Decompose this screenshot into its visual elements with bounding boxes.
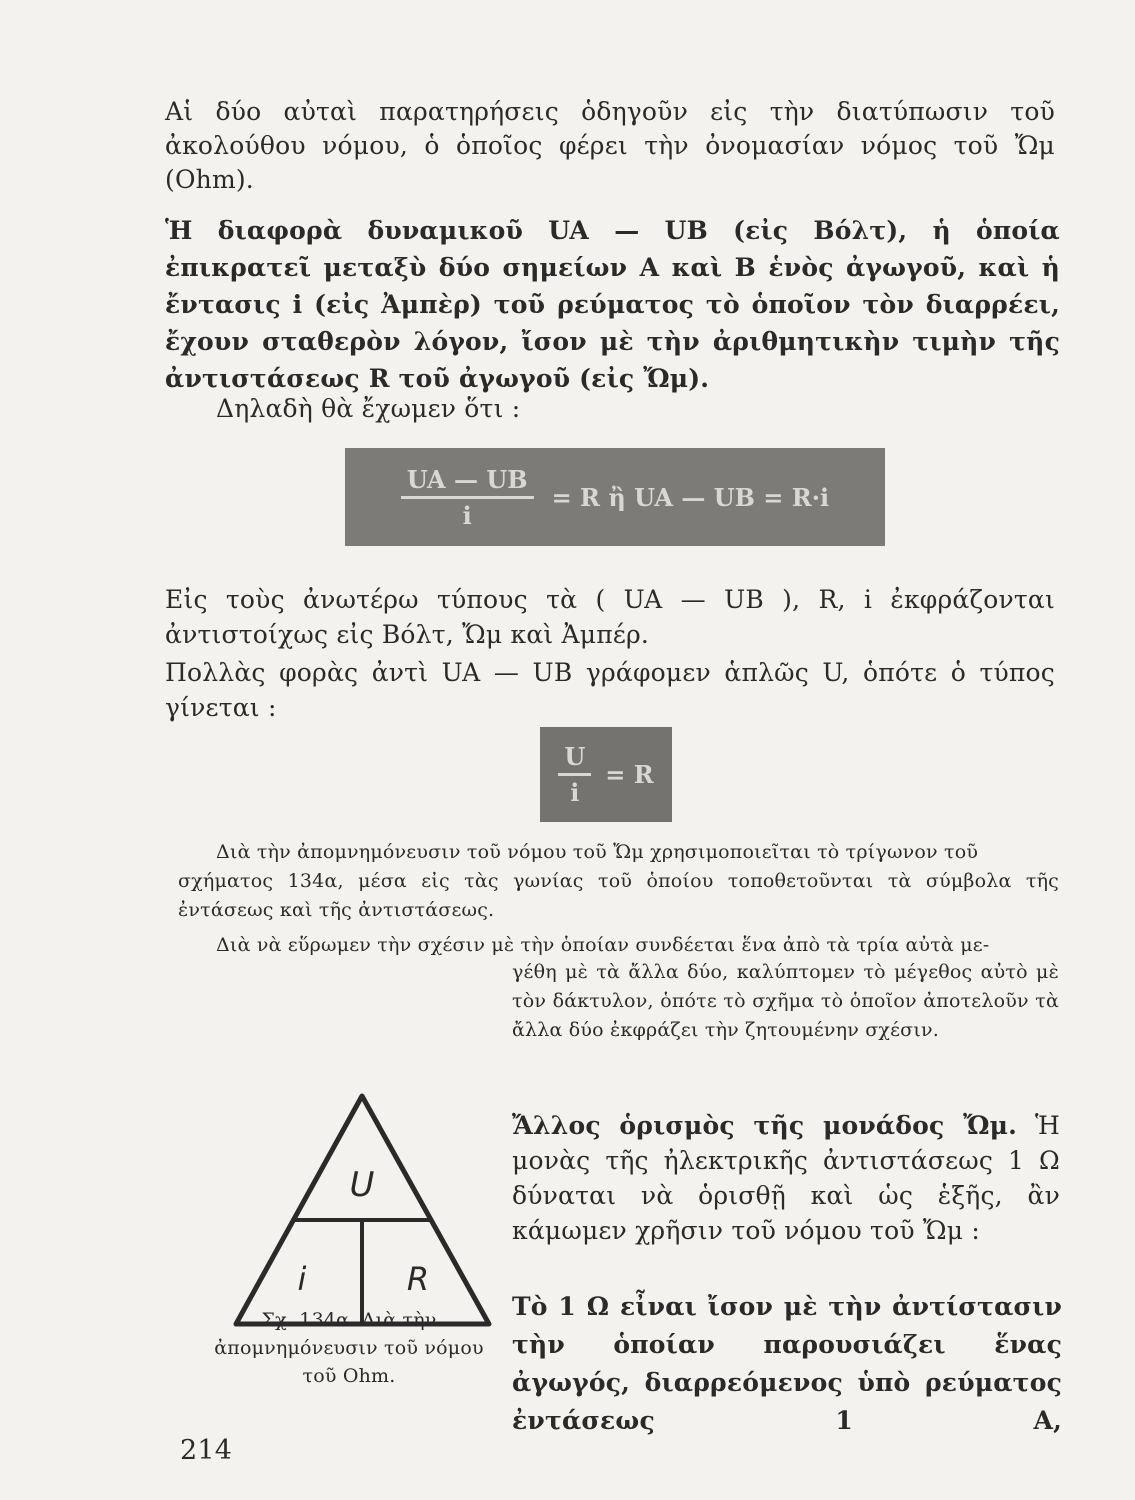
formula-numerator: UA — UB — [401, 465, 534, 499]
page-number: 214 — [180, 1435, 233, 1466]
simplified-paragraph: Πολλὰς φορὰς ἀντὶ UA — UB γράφομεν ἁπλῶς U, ὁπότε ὁ τύπος γίνεται : — [165, 658, 1055, 722]
figure-caption: Σχ. 134α. Διὰ τὴν ἀπομνημόνευσιν τοῦ νόμου τοῦ Ohm. — [214, 1309, 484, 1387]
delade-line: Δηλαδὴ θὰ ἔχωμεν ὅτι : — [216, 394, 521, 423]
formula-rest: = R ἢ UA — UB = R·i — [551, 482, 830, 512]
find-relation-line-1: Διὰ νὰ εὕρωμεν τὴν σχέσιν μὲ τὴν ὁποίαν συνδέεται ἕνα ἀπὸ τὰ τρία αὐτὰ με- — [216, 934, 990, 956]
triangle-u-label: U — [349, 1165, 375, 1205]
formula2-rest: = R — [605, 760, 654, 789]
mnemonic-line-2: σχήματος 134α, μέσα εἰς τὰς γωνίας τοῦ ὁποίου τοποθετοῦνται τὰ σύμβολα τῆς ἐντάσεως καὶ τῆς ἀντιστάσεως. — [178, 870, 1059, 921]
triangle-r-label: R — [406, 1260, 430, 1298]
alt-definition-heading: Ἄλλος ὁρισμὸς τῆς μονάδος Ὤμ. — [512, 1111, 1018, 1140]
simplified-formula-image — [540, 727, 672, 822]
alt-definition — [512, 1108, 1060, 1248]
formula2-fraction — [558, 742, 591, 807]
formula-denominator: i — [462, 500, 472, 530]
alt-definition-text: Ἡ μονὰς τῆς ἠλεκτρικῆς ἀντιστάσεως 1 Ω δύναται νὰ ὁρισθῇ καὶ ὡς ἑξῆς, ἂν κάμωμεν χρῆσιν τοῦ νόμου τοῦ Ὤμ : — [512, 1111, 1060, 1245]
formula2-denominator: i — [570, 778, 580, 807]
ohm-triangle-diagram — [230, 1090, 495, 1330]
formula-fraction — [401, 465, 534, 530]
formula2-numerator: U — [558, 742, 591, 776]
triangle-i-label: i — [297, 1260, 307, 1298]
find-relation-rest: γέθη μὲ τὰ ἄλλα δύο, καλύπτομεν τὸ μέγεθος αὐτὸ μὲ τὸν δάκτυλον, ὁπότε τὸ σχῆμα τὸ ὁποῖον ἀποτελοῦν τὰ ἄλλα δύο ἐκφράζει τὴν ζητουμένην σχέσιν. — [512, 961, 1059, 1041]
intro-paragraph: Αἱ δύο αὐταὶ παρατηρήσεις ὁδηγοῦν εἰς τὴν διατύπωσιν τοῦ ἀκολούθου νόμου, ὁ ὁποῖος φέρει τὴν ὀνομασίαν νόμος τοῦ Ὤμ (Ohm). — [165, 97, 1055, 194]
ohm-unit-definition: Τὸ 1 Ω εἶναι ἴσον μὲ τὴν ἀντίστασιν τὴν ὁποίαν παρουσιάζει ἕνας ἀγωγός, διαρρεόμενος ὑπὸ ρεύματος ἐντάσεως 1 Α, — [512, 1292, 1062, 1435]
ohm-law-statement: Ἡ διαφορὰ δυναμικοῦ UA — UB (εἰς Βόλτ), ἡ ὁποία ἐπικρατεῖ μεταξὺ δύο σημείων Α καὶ Β ἑνὸς ἀγωγοῦ, καὶ ἡ ἔντασις i (εἰς Ἀμπὲρ) τοῦ ρεύματος τὸ ὁποῖον τὸν διαρρέει, ἔχουν σταθερὸν λόγον, ἴσον μὲ τὴν ἀριθμητικὴν τιμὴν τῆς ἀντιστάσεως R τοῦ ἀγωγοῦ (εἰς Ὤμ). — [165, 216, 1060, 393]
ohm-formula-image — [345, 448, 885, 546]
mnemonic-line-1: Διὰ τὴν ἀπομνημόνευσιν τοῦ νόμου τοῦ Ὤμ χρησιμοποιεῖται τὸ τρίγωνον τοῦ — [216, 841, 979, 863]
units-paragraph: Εἰς τοὺς ἀνωτέρω τύπους τὰ ( UA — UB ), R, i ἐκφράζονται ἀντιστοίχως εἰς Βόλτ, Ὤμ καὶ Ἀμπέρ. — [165, 585, 1055, 649]
